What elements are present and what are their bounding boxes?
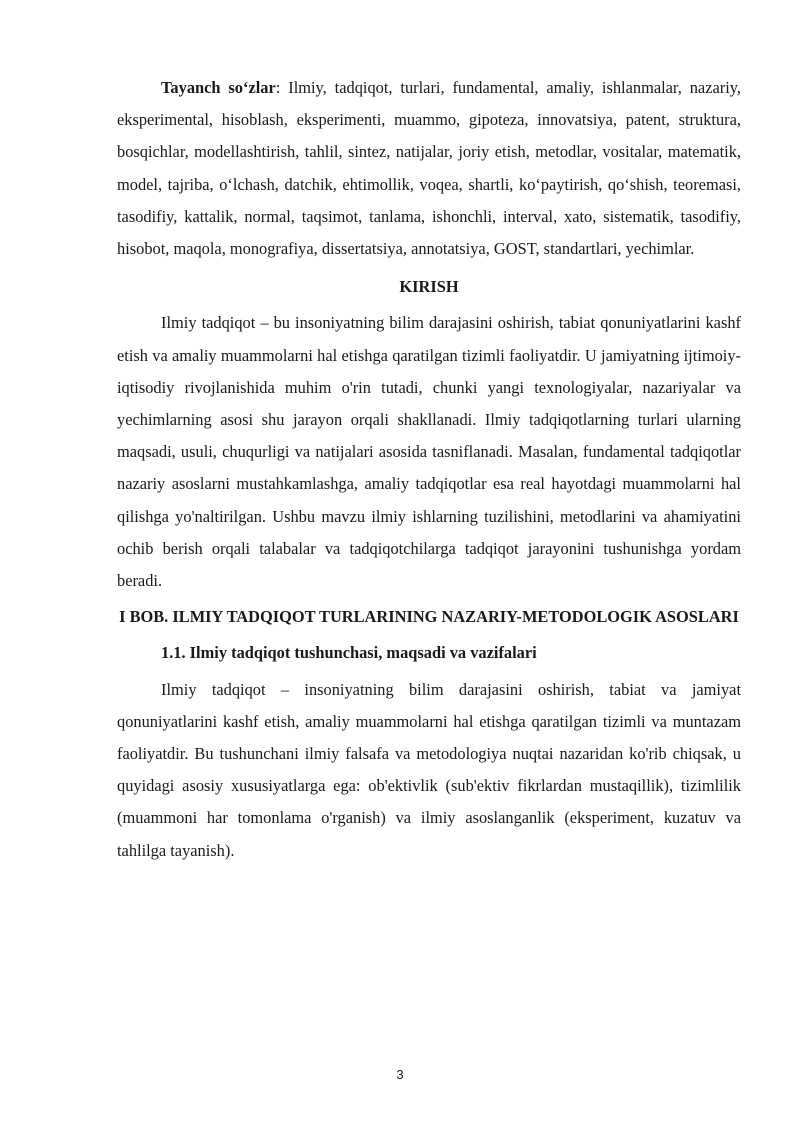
section-paragraph: Ilmiy tadqiqot – insoniyatning bilim darajasini oshirish, tabiat va jamiyat qonuniyatlarini kashf etish, amaliy muammolarni hal etishga qaratilgan tizimli va muntazam faoliyatdir. Bu tushunchani ilmiy falsafa va metodologiya nuqtai nazaridan ko'rib chiqsak, u quyidagi asosiy xususiyatlarga ega: ob'ektivlik (sub'ektiv fikrlardan mustaqillik), tizimlilik (muammoni har tomonlama o'rganish) va ilmiy asoslanganlik (eksperiment, kuzatuv va tahlilga tayanish).: [117, 679, 741, 860]
document-page: [117, 72, 741, 867]
page-number: 3: [396, 1067, 404, 1082]
keywords-separator: :: [275, 78, 281, 97]
keywords-text: Ilmiy, tadqiqot, turlari, fundamental, amaliy, ishlanmalar, nazariy, eksperimental, hisoblash, eksperimenti, muammo, gipoteza, innovatsiya, patent, struktura, bosqichlar, modellashtirish, tahlil, sintez, natijalar, joriy etish, metodlar, vositalar, matematik, model, tajriba, o‘lchash, datchik, ehtimollik, voqea, shartli, ko‘paytirish, qo‘shish, teoremasi, tasodifiy, kattalik, normal, taqsimot, tanlama, ishonchli, interval, xato, sistematik, tasodifiy, hisobot, maqola, monografiya, dissertatsiya, annotatsiya, GOST, standartlari, yechimlar.: [117, 78, 741, 259]
keywords-paragraph: [117, 72, 741, 265]
section-heading: 1.1. Ilmiy tadqiqot tushunchasi, maqsadi va vazifalari: [161, 643, 537, 663]
intro-heading: KIRISH: [399, 277, 459, 297]
intro-paragraph: Ilmiy tadqiqot – bu insoniyatning bilim darajasini oshirish, tabiat qonuniyatlarini kashf etish va amaliy muammolarni hal etishga qaratilgan tizimli faoliyatdir. U jamiyatning ijtimoiy-iqtisodiy rivojlanishida muhim o'rin tutadi, chunki yangi texnologiyalar, nazariyalar va yechimlarning asosi shu jarayon orqali shakllanadi. Ilmiy tadqiqotlarning turlari ularning maqsadi, usuli, chuqurligi va natijalari asosida tasniflanadi. Masalan, fundamental tadqiqotlar nazariy asoslarni mustahkamlashga, amaliy tadqiqotlar esa real hayotdagi muammolarni hal qilishga yo'naltirilgan. Ushbu mavzu ilmiy ishlarning tuzilishini, metodlarini va ahamiyatini ochib berish orqali talabalar va tadqiqotchilarga tadqiqot jarayonini tushunishga yordam beradi.: [117, 313, 741, 591]
chapter-heading: I BOB. ILMIY TADQIQOT TURLARINING NAZARIY-METODOLOGIK ASOSLARI: [119, 607, 739, 627]
keywords-label: Tayanch so‘zlar: [161, 78, 276, 97]
